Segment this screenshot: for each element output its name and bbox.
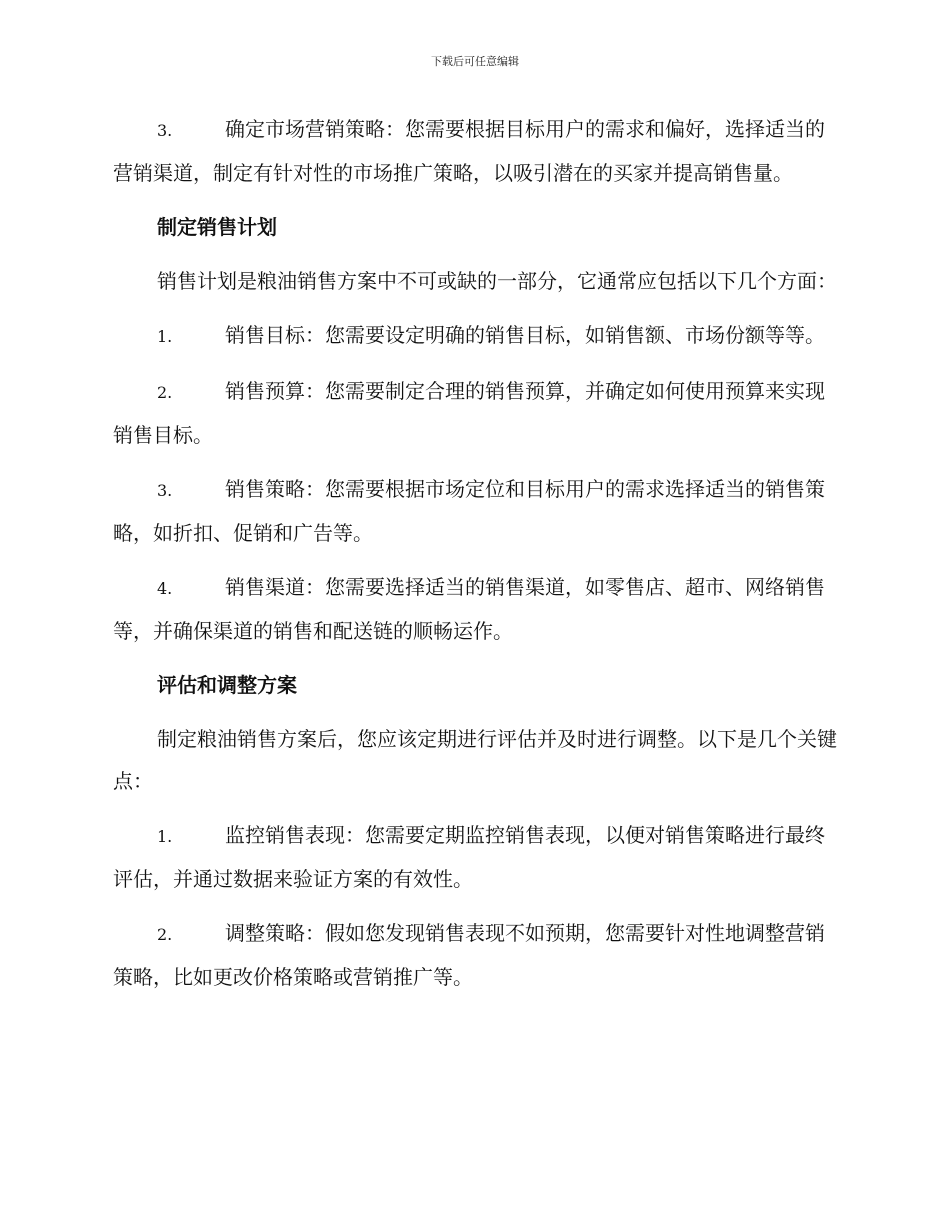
list-item-text: 销售预算：您需要制定合理的销售预算，并确定如何使用预算来实现销售目标。 [113,379,825,447]
list-item-number: 2. [157,925,173,944]
list-item-sales-channel [113,566,837,652]
section-heading-evaluate-adjust: 评估和调整方案 [157,673,297,697]
list-item-number: 2. [157,383,173,402]
page-header: 下载后可任意编辑 [431,55,519,68]
list-item-number: 4. [157,579,173,598]
paragraph-sales-plan-intro: 销售计划是粮油销售方案中不可或缺的一部分，它通常应包括以下几个方面： [157,269,837,293]
list-item-marketing-strategy [113,108,837,194]
list-item-adjust-strategy [113,912,837,998]
list-item-text: 销售渠道：您需要选择适当的销售渠道，如零售店、超市、网络销售等，并确保渠道的销售和配送链的顺畅运作。 [113,575,825,643]
list-item-monitor-performance [113,814,837,900]
list-item-text: 销售策略：您需要根据市场定位和目标用户的需求选择适当的销售策略，如折扣、促销和广告等。 [113,477,825,545]
list-item-sales-target [113,314,837,358]
list-item-number: 3. [157,121,173,140]
list-item-text: 监控销售表现：您需要定期监控销售表现，以便对销售策略进行最终评估，并通过数据来验证方案的有效性。 [113,823,825,891]
list-item-text: 调整策略：假如您发现销售表现不如预期，您需要针对性地调整营销策略，比如更改价格策略或营销推广等。 [113,921,825,989]
document-body [113,108,837,1010]
list-item-text: 销售目标：您需要设定明确的销售目标，如销售额、市场份额等等。 [225,323,825,347]
paragraph-evaluate-intro: 制定粮油销售方案后，您应该定期进行评估并及时进行调整。以下是几个关键点： [113,727,837,793]
list-item-sales-strategy [113,468,837,554]
list-item-text: 确定市场营销策略：您需要根据目标用户的需求和偏好，选择适当的营销渠道，制定有针对性的市场推广策略，以吸引潜在的买家并提高销售量。 [113,117,825,185]
list-item-number: 3. [157,481,173,500]
list-item-sales-budget [113,370,837,456]
list-item-number: 1. [157,327,173,346]
list-item-number: 1. [157,827,173,846]
section-heading-sales-plan: 制定销售计划 [157,215,277,239]
